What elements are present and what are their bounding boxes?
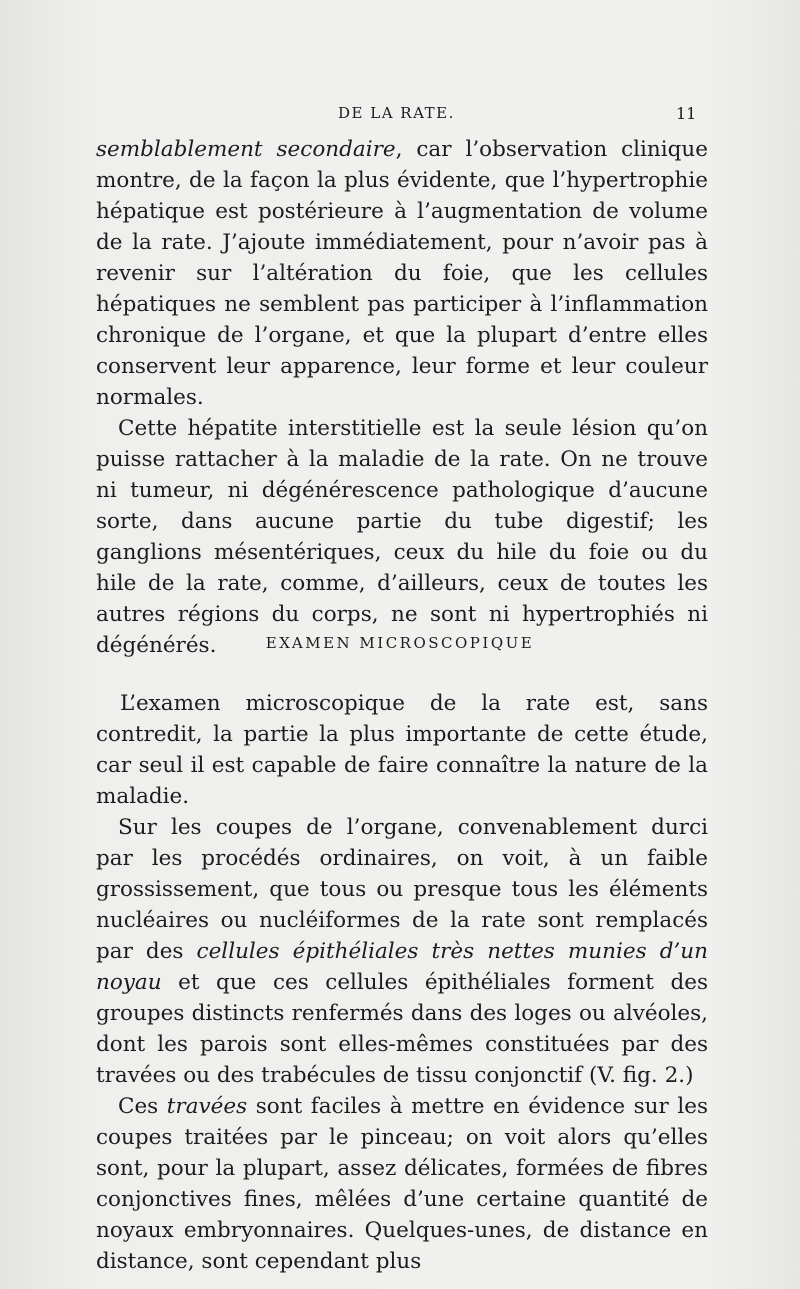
text-block-top <box>96 134 708 661</box>
paragraph-text: et que ces cellules épithéliales forment des groupes distincts renfermés dans des loges ou alvéoles, dont les parois sont elles-mêmes constituées par des travées ou des trabécules de tissu conjonctif (V. fig. 2.) <box>96 970 708 1088</box>
paragraph-text: , car l’observation clinique montre, de la façon la plus évidente, que l’hypertrophie hépatique est postérieure à l’augmentation de volume de la rate. J’ajoute immédiatement, pour n’avoir pas à revenir sur l’altération du foie, que les cellules hépatiques ne semblent pas participer à l’inflammation chronique de l’organe, et que la plupart d’entre elles conservent leur apparence, leur forme et leur couleur normales. <box>96 137 708 410</box>
paragraph-text: sont faciles à mettre en évidence sur les coupes traitées par le pinceau; on voit alors qu’elles sont, pour la plupart, assez délicates, formées de fibres conjonctives fines, mêlées d’une certaine quantité de noyaux embryonnaires. Quelques-unes, de distance en distance, sont cependant plus <box>96 1094 708 1274</box>
italic-phrase: cellules épithéliales très nettes munies d’un noyau <box>96 939 708 995</box>
paragraph: L’examen microscopique de la rate est, sans contredit, la partie la plus importante de cette étude, car seul il est capable de faire connaître la nature de la maladie. <box>96 691 708 809</box>
paragraph-text: Ces <box>118 1094 167 1119</box>
paragraph-text: Sur les coupes de l’organe, convenablement durci par les procédés ordinaires, on voit, à un faible grossissement, que tous ou presque tous les éléments nucléaires ou nucléiformes de la rate sont remplacés par des <box>96 815 708 964</box>
text-block-bottom <box>96 688 708 1277</box>
paragraph <box>96 812 708 1091</box>
paragraph <box>96 1091 708 1277</box>
page-number: 11 <box>676 104 697 123</box>
paragraph: Cette hépatite interstitielle est la seule lésion qu’on puisse rattacher à la maladie de la rate. On ne trouve ni tumeur, ni dégénérescence pathologique d’aucune sorte, dans aucune partie du tube digestif; les ganglions mésentériques, ceux du hile du foie ou du hile de la rate, comme, d’ailleurs, ceux de toutes les autres régions du corps, ne sont ni hypertrophiés ni dégénérés. <box>96 416 708 658</box>
italic-phrase: travées <box>166 1094 248 1119</box>
section-heading: EXAMEN MICROSCOPIQUE <box>265 634 535 652</box>
paragraph <box>96 134 708 413</box>
running-header <box>0 104 800 128</box>
running-title: DE LA RATE. <box>338 104 455 122</box>
italic-lead: semblablement secondaire <box>96 137 396 162</box>
